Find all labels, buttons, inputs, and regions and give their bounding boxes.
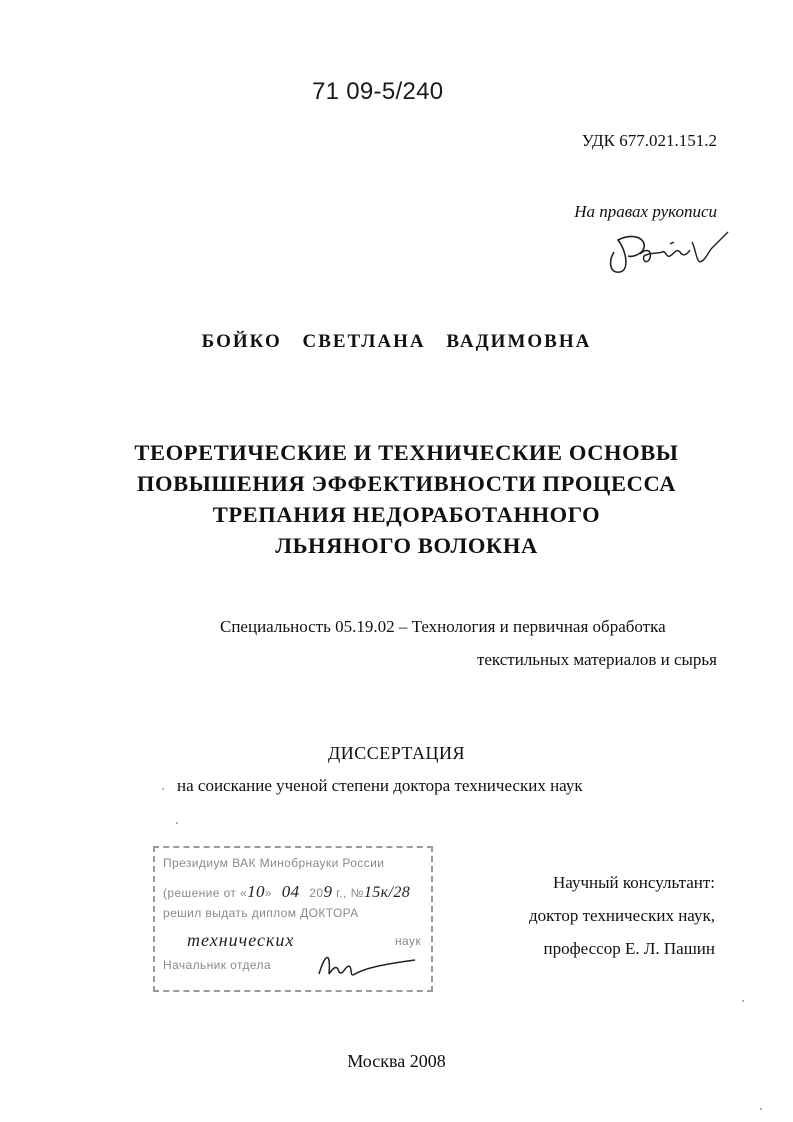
stamp-text: (решение от «	[163, 886, 248, 900]
stamp-text: наук	[394, 934, 421, 948]
stamp-year: 9	[323, 882, 333, 901]
degree-line: на соискание ученой степени доктора технических наук	[177, 776, 583, 795]
stamp-line-5: Начальник отдела	[163, 958, 272, 972]
consultant-degree: доктор технических наук,	[528, 906, 715, 925]
stamp-text: 20	[309, 886, 324, 900]
manuscript-note: На правах рукописи	[574, 202, 717, 221]
catalog-number: 71 09-5/240	[312, 78, 444, 105]
signature-icon	[600, 222, 730, 282]
specialty-line-2: текстильных материалов и сырья	[476, 650, 717, 669]
title-line: ЛЬНЯНОГО ВОЛОКНА	[275, 533, 538, 558]
udk-code: УДК 677.021.151.2	[581, 131, 717, 150]
stamp-number: 15к/28	[363, 884, 411, 901]
specialty-line-1: Специальность 05.19.02 – Технология и первичная обработка	[220, 617, 666, 636]
stamp-text: г., №	[336, 886, 364, 900]
stamp-line-1: Президиум ВАК Минобрнауки России	[163, 856, 385, 870]
document-type: ДИССЕРТАЦИЯ	[327, 743, 466, 763]
dissertation-title	[60, 437, 753, 561]
title-line: ПОВЫШЕНИЯ ЭФФЕКТИВНОСТИ ПРОЦЕССА	[136, 471, 677, 496]
scan-speck	[162, 788, 164, 790]
stamp-day: 10	[247, 882, 265, 901]
vak-stamp	[153, 846, 433, 992]
stamp-text: »	[264, 886, 272, 900]
consultant-name: профессор Е. Л. Пашин	[543, 939, 715, 958]
stamp-signature-icon	[315, 944, 425, 984]
scan-speck	[760, 1108, 762, 1110]
stamp-field: технических	[187, 930, 295, 950]
scan-speck	[742, 1000, 744, 1002]
stamp-month: 04	[281, 882, 300, 901]
place-year: Москва 2008	[347, 1051, 446, 1071]
scan-speck	[176, 822, 178, 824]
consultant-label: Научный консультант:	[553, 873, 715, 892]
author-name: БОЙКО СВЕТЛАНА ВАДИМОВНА	[201, 331, 592, 352]
stamp-line-2	[163, 882, 410, 902]
title-line: ТЕОРЕТИЧЕСКИЕ И ТЕХНИЧЕСКИЕ ОСНОВЫ	[134, 440, 679, 465]
title-line: ТРЕПАНИЯ НЕДОРАБОТАННОГО	[212, 502, 601, 527]
stamp-line-3: решил выдать диплом ДОКТОРА	[163, 906, 359, 920]
